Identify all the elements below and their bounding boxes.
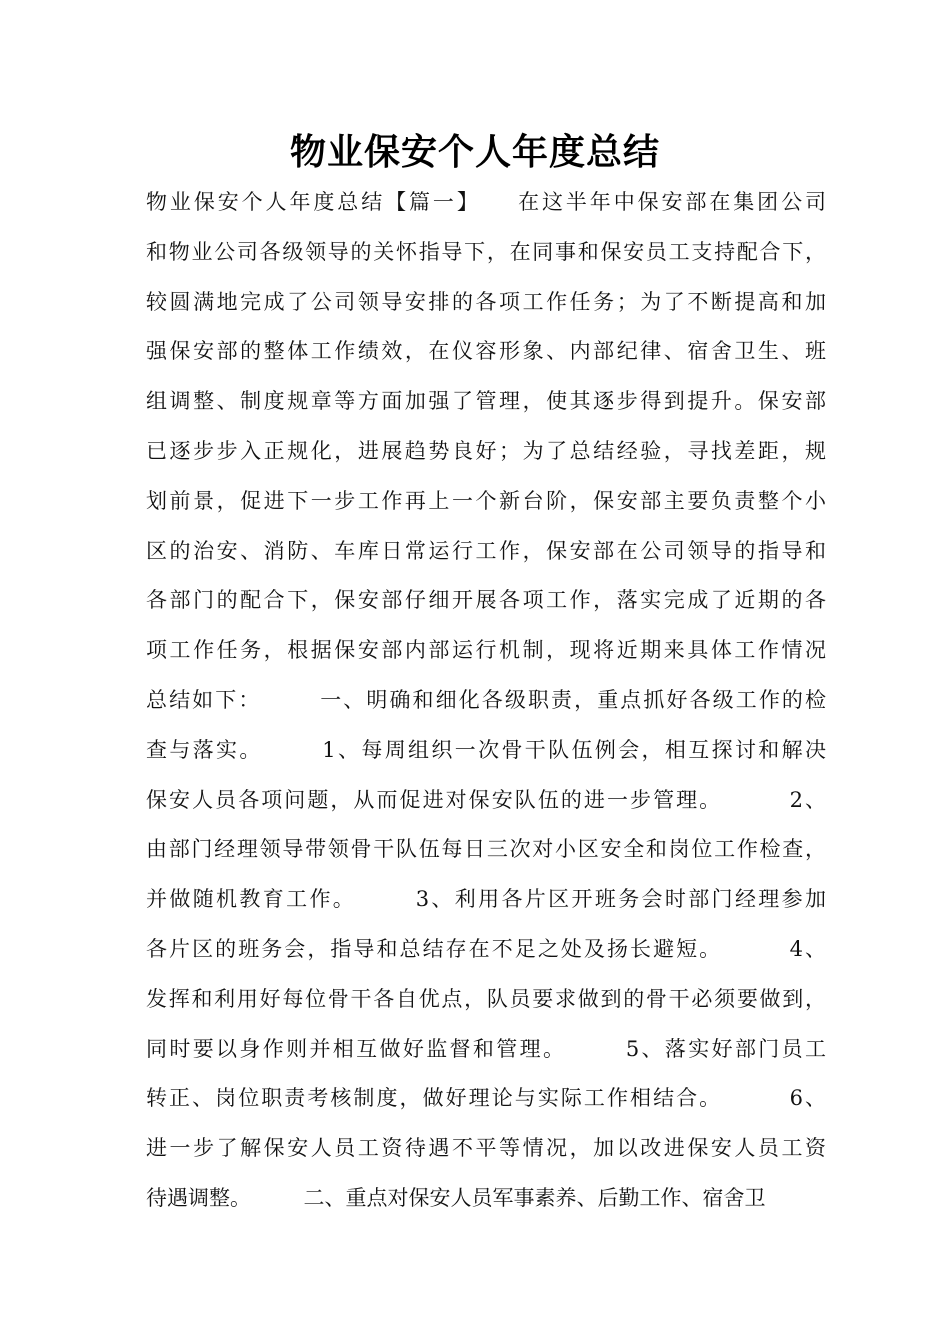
body-line: 查与落实。 1、每周组织一次骨干队伍例会，相互探讨和解决 bbox=[146, 737, 826, 762]
body-line: 物业保安个人年度总结【篇一】 在这半年中保安部在集团公司 bbox=[146, 190, 826, 214]
body-line: 并做随机教育工作。 3、利用各片区开班务会时部门经理参加 bbox=[146, 887, 826, 912]
document-title: 物业保安个人年度总结 bbox=[289, 132, 660, 173]
body-line: 已逐步步入正规化，进展趋势良好；为了总结经验，寻找差距，规 bbox=[146, 438, 826, 463]
body-line: 区的治安、消防、车库日常运行工作，保安部在公司领导的指导和 bbox=[146, 538, 826, 563]
body-line: 强保安部的整体工作绩效，在仪容形象、内部纪律、宿舍卫生、班 bbox=[146, 339, 826, 364]
body-line: 总结如下： 一、明确和细化各级职责，重点抓好各级工作的检 bbox=[146, 687, 826, 712]
body-line: 保安人员各项问题，从而促进对保安队伍的进一步管理。 2、 bbox=[146, 787, 826, 812]
body-line: 各部门的配合下，保安部仔细开展各项工作，落实完成了近期的各 bbox=[146, 588, 826, 613]
document-body bbox=[146, 178, 826, 1224]
body-line: 发挥和利用好每位骨干各自优点，队员要求做到的骨干必须要做到， bbox=[146, 986, 826, 1011]
body-line: 划前景，促进下一步工作再上一个新台阶，保安部主要负责整个小 bbox=[146, 488, 826, 513]
body-line: 由部门经理领导带领骨干队伍每日三次对小区安全和岗位工作检查， bbox=[146, 837, 826, 862]
body-line: 和物业公司各级领导的关怀指导下，在同事和保安员工支持配合下， bbox=[146, 239, 826, 264]
body-line: 组调整、制度规章等方面加强了管理，使其逐步得到提升。保安部 bbox=[146, 389, 826, 414]
body-line: 同时要以身作则并相互做好监督和管理。 5、落实好部门员工 bbox=[146, 1036, 826, 1061]
body-line: 各片区的班务会，指导和总结存在不足之处及扬长避短。 4、 bbox=[146, 936, 826, 961]
body-line: 待遇调整。 二、重点对保安人员军事素养、后勤工作、宿舍卫 bbox=[146, 1185, 766, 1210]
body-line: 较圆满地完成了公司领导安排的各项工作任务；为了不断提高和加 bbox=[146, 289, 826, 314]
body-line: 转正、岗位职责考核制度，做好理论与实际工作相结合。 6、 bbox=[146, 1086, 826, 1111]
body-line: 项工作任务，根据保安部内部运行机制，现将近期来具体工作情况 bbox=[146, 638, 826, 663]
body-line: 进一步了解保安人员工资待遇不平等情况，加以改进保安人员工资 bbox=[146, 1136, 826, 1161]
